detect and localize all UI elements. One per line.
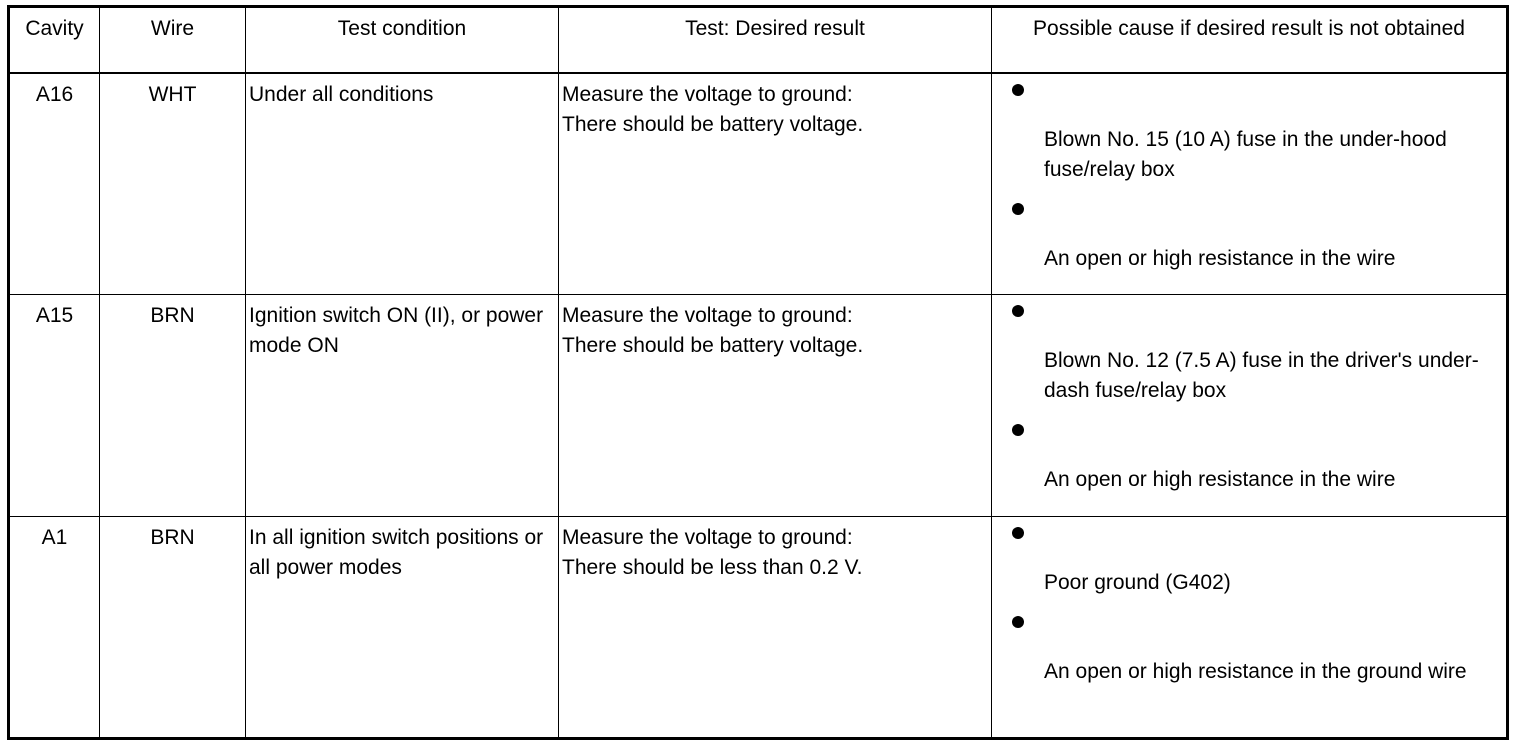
cause-item <box>1006 616 1498 687</box>
condition-cell: In all ignition switch positions or all power modes <box>246 517 559 739</box>
cause-cell <box>992 517 1508 739</box>
table-row <box>9 73 1508 295</box>
header-desired-result: Test: Desired result <box>559 7 992 73</box>
cause-cell <box>992 73 1508 295</box>
cause-cell <box>992 295 1508 517</box>
wire-cell: WHT <box>100 73 246 295</box>
cause-text: Poor ground (G402) <box>1044 571 1231 594</box>
header-test-condition: Test condition <box>246 7 559 73</box>
result-cell <box>559 73 992 295</box>
bullet-icon <box>1012 203 1024 215</box>
bullet-icon <box>1012 305 1024 317</box>
result-line: There should be battery voltage. <box>562 112 864 136</box>
table-row <box>9 295 1508 517</box>
wire-cell: BRN <box>100 517 246 739</box>
cause-item <box>1006 424 1498 495</box>
result-line: Measure the voltage to ground: <box>562 526 853 549</box>
cause-item <box>1006 305 1498 406</box>
cause-item <box>1006 203 1498 274</box>
cause-text: An open or high resistance in the ground wire <box>1044 660 1467 683</box>
cause-text: Blown No. 15 (10 A) fuse in the under-hood fuse/relay box <box>1044 127 1447 181</box>
header-possible-cause: Possible cause if desired result is not obtained <box>992 7 1508 73</box>
header-cavity: Cavity <box>9 7 100 73</box>
bullet-icon <box>1012 84 1024 96</box>
result-cell <box>559 295 992 517</box>
cavity-cell: A15 <box>9 295 100 517</box>
wire-cell: BRN <box>100 295 246 517</box>
cause-text: An open or high resistance in the wire <box>1044 468 1396 491</box>
bullet-icon <box>1012 616 1024 628</box>
cause-text: Blown No. 12 (7.5 A) fuse in the driver's under-dash fuse/relay box <box>1044 349 1479 402</box>
cause-item <box>1006 527 1498 598</box>
table-row <box>9 517 1508 739</box>
bullet-icon <box>1012 424 1024 436</box>
result-line: There should be less than 0.2 V. <box>562 556 863 579</box>
result-line: There should be battery voltage. <box>562 334 864 357</box>
result-line: Measure the voltage to ground: <box>562 82 853 106</box>
bullet-icon <box>1012 527 1024 539</box>
cause-text: An open or high resistance in the wire <box>1044 246 1396 270</box>
header-wire: Wire <box>100 7 246 73</box>
test-table <box>7 5 1509 740</box>
cause-item <box>1006 84 1498 185</box>
header-row <box>9 7 1508 73</box>
cavity-cell: A16 <box>9 73 100 295</box>
cavity-cell: A1 <box>9 517 100 739</box>
condition-cell: Under all conditions <box>246 73 559 295</box>
condition-cell: Ignition switch ON (II), or power mode ON <box>246 295 559 517</box>
result-cell <box>559 517 992 739</box>
result-line: Measure the voltage to ground: <box>562 304 853 327</box>
